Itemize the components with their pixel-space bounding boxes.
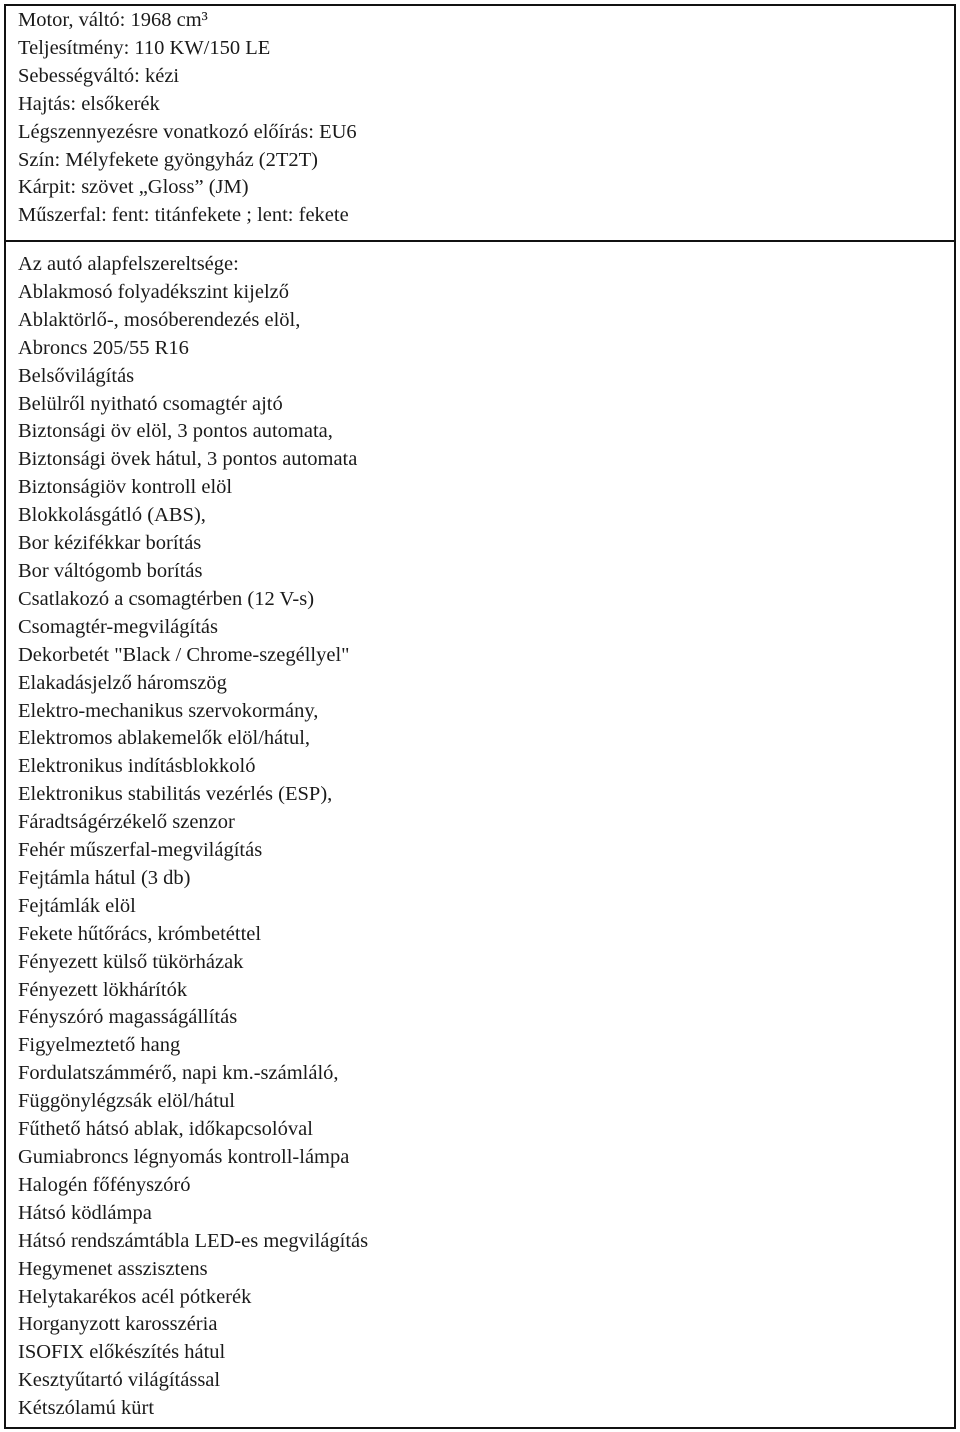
- equipment-item: Horganyzott karosszéria: [18, 1313, 218, 1336]
- equipment-item: Függönylégzsák elöl/hátul: [18, 1090, 235, 1113]
- specs-list: [6, 6, 954, 230]
- equipment-item: Belülről nyitható csomagtér ajtó: [18, 392, 283, 415]
- equipment-items: [6, 279, 954, 1423]
- spec-line: Hajtás: elsőkerék: [18, 92, 160, 115]
- equipment-item: Hátsó rendszámtábla LED-es megvilágítás: [18, 1229, 369, 1252]
- equipment-item: Fűthető hátsó ablak, időkapcsolóval: [18, 1118, 313, 1141]
- equipment-item: Elakadásjelző háromszög: [18, 671, 227, 694]
- equipment-item: Abroncs 205/55 R16: [18, 336, 189, 359]
- equipment-item: Helytakarékos acél pótkerék: [18, 1285, 252, 1308]
- equipment-item: Hegymenet asszisztens: [18, 1257, 208, 1280]
- equipment-item: Fekete hűtőrács, krómbetéttel: [18, 922, 262, 945]
- equipment-item: Halogén főfényszóró: [18, 1173, 191, 1196]
- equipment-item: Bor váltógomb borítás: [18, 559, 203, 582]
- document-table: [4, 4, 956, 1429]
- equipment-title: Az autó alapfelszereltsége:: [18, 253, 239, 275]
- equipment-item: Belsővilágítás: [18, 364, 135, 387]
- spec-line: Motor, váltó: 1968 cm³: [18, 9, 208, 31]
- specs-row: [5, 5, 955, 241]
- equipment-row: [5, 241, 955, 1428]
- equipment-item: Fényszóró magasságállítás: [18, 1006, 238, 1029]
- equipment-item: Fényezett lökhárítók: [18, 978, 188, 1001]
- equipment-item: Elektromos ablakemelők elöl/hátul,: [18, 727, 311, 750]
- equipment-item: Elektronikus stabilitás vezérlés (ESP),: [18, 783, 333, 806]
- equipment-item: Elektro-mechanikus szervokormány,: [18, 699, 319, 722]
- equipment-item: Biztonságiöv kontroll elöl: [18, 476, 233, 499]
- equipment-item: Biztonsági övek hátul, 3 pontos automata: [18, 448, 358, 471]
- equipment-item: Ablaktörlő-, mosóberendezés elöl,: [18, 308, 301, 331]
- specs-cell: [5, 5, 955, 241]
- equipment-item: Elektronikus indításblokkoló: [18, 755, 256, 778]
- equipment-item: Fejtámla hátul (3 db): [18, 866, 191, 889]
- spec-line: Teljesítmény: 110 KW/150 LE: [18, 36, 271, 59]
- equipment-item: Dekorbetét "Black / Chrome-szegéllyel": [18, 643, 350, 666]
- equipment-item: Csomagtér-megvilágítás: [18, 615, 218, 638]
- equipment-item: Biztonsági öv elöl, 3 pontos automata,: [18, 420, 333, 443]
- equipment-item: Fejtámlák elöl: [18, 894, 136, 917]
- spec-line: Kárpit: szövet „Gloss” (JM): [18, 176, 249, 199]
- equipment-item: Gumiabroncs légnyomás kontroll-lámpa: [18, 1146, 350, 1168]
- spec-line: Szín: Mélyfekete gyöngyház (2T2T): [18, 148, 319, 171]
- equipment-item: Fordulatszámmérő, napi km.-számláló,: [18, 1062, 339, 1085]
- spec-line: Légszennyezésre vonatkozó előírás: EU6: [18, 120, 357, 143]
- equipment-item: Blokkolásgátló (ABS),: [18, 504, 206, 527]
- equipment-item: Figyelmeztető hang: [18, 1034, 181, 1057]
- spec-line: Sebességváltó: kézi: [18, 64, 180, 87]
- equipment-item: Fényezett külső tükörházak: [18, 950, 244, 973]
- equipment-item: Csatlakozó a csomagtérben (12 V-s): [18, 587, 315, 610]
- equipment-item: Bor kézifékkar borítás: [18, 532, 202, 555]
- equipment-item: Fehér műszerfal-megvilágítás: [18, 839, 263, 862]
- equipment-item: Fáradtságérzékelő szenzor: [18, 811, 235, 834]
- equipment-list: [6, 242, 954, 1427]
- spec-line: Műszerfal: fent: titánfekete ; lent: fekete: [18, 204, 349, 227]
- equipment-item: Kétszólamú kürt: [18, 1397, 155, 1420]
- equipment-cell: [5, 241, 955, 1428]
- equipment-item: Hátsó ködlámpa: [18, 1201, 152, 1224]
- equipment-item: Ablakmosó folyadékszint kijelző: [18, 280, 289, 303]
- equipment-item: ISOFIX előkészítés hátul: [18, 1341, 226, 1364]
- equipment-item: Kesztyűtartó világítással: [18, 1369, 221, 1392]
